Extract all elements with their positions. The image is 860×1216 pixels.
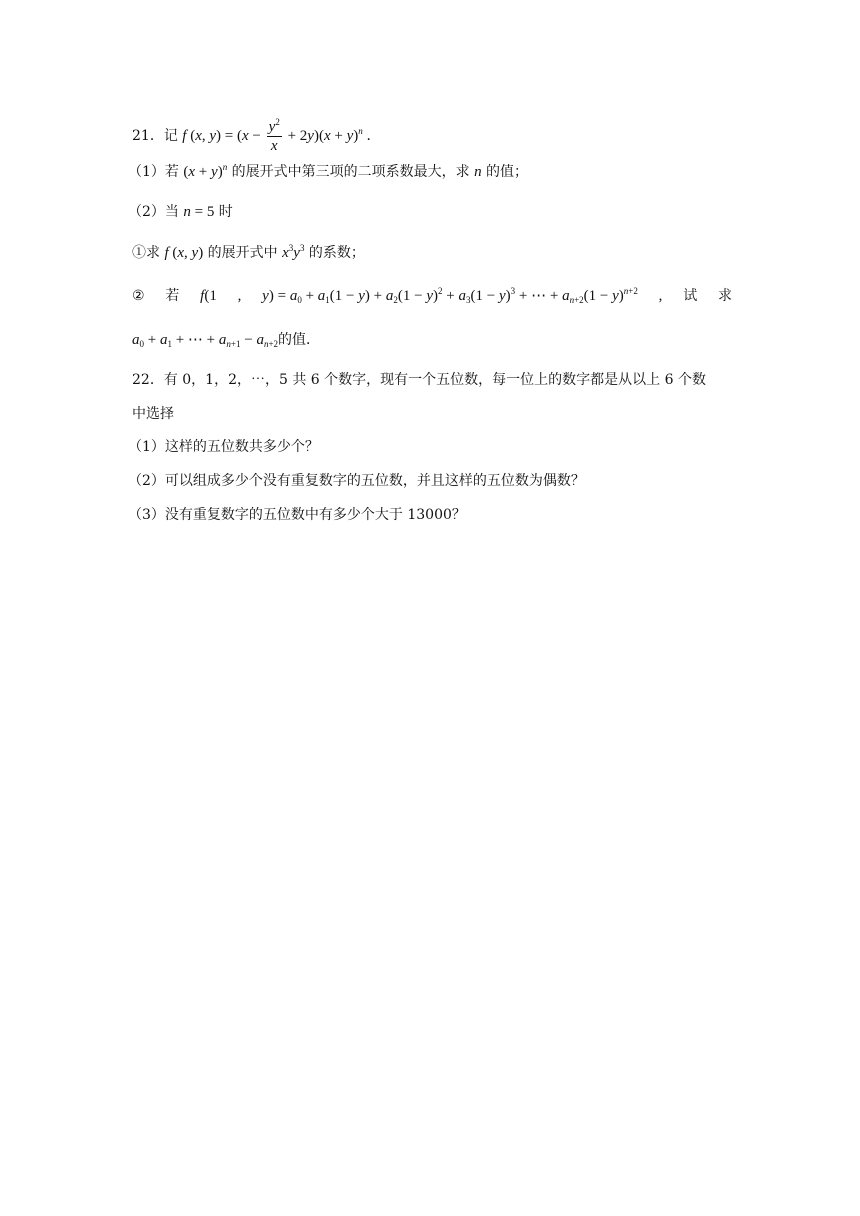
part2-prefix: 当 xyxy=(164,204,179,220)
q22-statement-line1 xyxy=(132,370,706,390)
part2-label: （2） xyxy=(128,204,165,220)
q21-part2 xyxy=(128,202,233,222)
term-x3y3: $x^3y^3$ xyxy=(282,243,305,261)
part1-prefix: 若 xyxy=(164,164,179,180)
q22-item-1: （1）这样的五位数共多少个？ xyxy=(128,439,319,455)
sum-expression: $a_0 + a_1$ + ⋯ + $a_{n+1} - a_{n+2}$ xyxy=(132,332,279,349)
part1-label: （1） xyxy=(128,164,165,180)
q21-number: 21． xyxy=(132,128,164,144)
q22-text-line1: 有 0，1，2，⋯，5 共 6 个数字，现有一个五位数，每一位上的数字都是从以上 6 个数 xyxy=(163,372,706,388)
sub2-word-ruo: 若 xyxy=(165,288,180,304)
sub1-fn: f (x, y) xyxy=(164,245,204,261)
q22-statement-line2 xyxy=(132,404,174,424)
sub1-text2: 的系数； xyxy=(308,245,365,261)
q21-part1 xyxy=(128,162,528,182)
q22-item-2: （2）可以组成多少个没有重复数字的五位数，并且这样的五位数为偶数？ xyxy=(128,473,585,489)
fraction-y2-over-x: $\frac{y^2}{x}$ xyxy=(268,117,280,155)
sub1-label: ①求 xyxy=(132,245,160,261)
sub1-text1: 的展开式中 xyxy=(207,245,278,261)
part1-text: 的展开式中第三项的二项系数最大，求 xyxy=(231,164,470,180)
part2-end: 时 xyxy=(218,204,233,220)
sub2-word-qiu: 求 xyxy=(718,288,732,304)
q21-sub2-line1 xyxy=(132,286,732,306)
q21-intro: 记 xyxy=(163,128,178,144)
part1-end: 的值； xyxy=(486,164,529,180)
binomial-expr: $(x + y)^n$ xyxy=(183,162,228,180)
q21-statement xyxy=(132,116,381,156)
q21-period: ． xyxy=(366,128,381,144)
sub2-f1: f(1 xyxy=(200,288,217,304)
sub2-word-shi: 试 xyxy=(683,288,698,304)
q21-formula: f (x, y) = (x − $\frac{y^2}{x}$ + $2y)(x + y)^n$ xyxy=(182,117,363,155)
q22-text-line2: 中选择 xyxy=(132,406,174,422)
sub2-label: ② xyxy=(132,288,145,304)
q21-sub1 xyxy=(132,243,365,263)
q21-sub2-line2 xyxy=(132,330,320,350)
var-n: n xyxy=(474,164,482,180)
sub2-comma: , xyxy=(237,288,242,304)
sub2-tail: 的值． xyxy=(278,332,321,348)
sub2-comma2: , xyxy=(658,288,663,304)
expansion-formula: $y) = a_0 + a_1(1 - y) + a_2(1 - y)^2 + a_3(1 - y)^3$ + ⋯ + $a_{n+2}(1 - y)^{n+2}$ xyxy=(262,286,638,305)
q22-item-3: （3）没有重复数字的五位数中有多少个大于 13000？ xyxy=(128,507,466,523)
condition-n5: n = 5 xyxy=(183,204,215,220)
q22-number: 22． xyxy=(132,372,164,388)
